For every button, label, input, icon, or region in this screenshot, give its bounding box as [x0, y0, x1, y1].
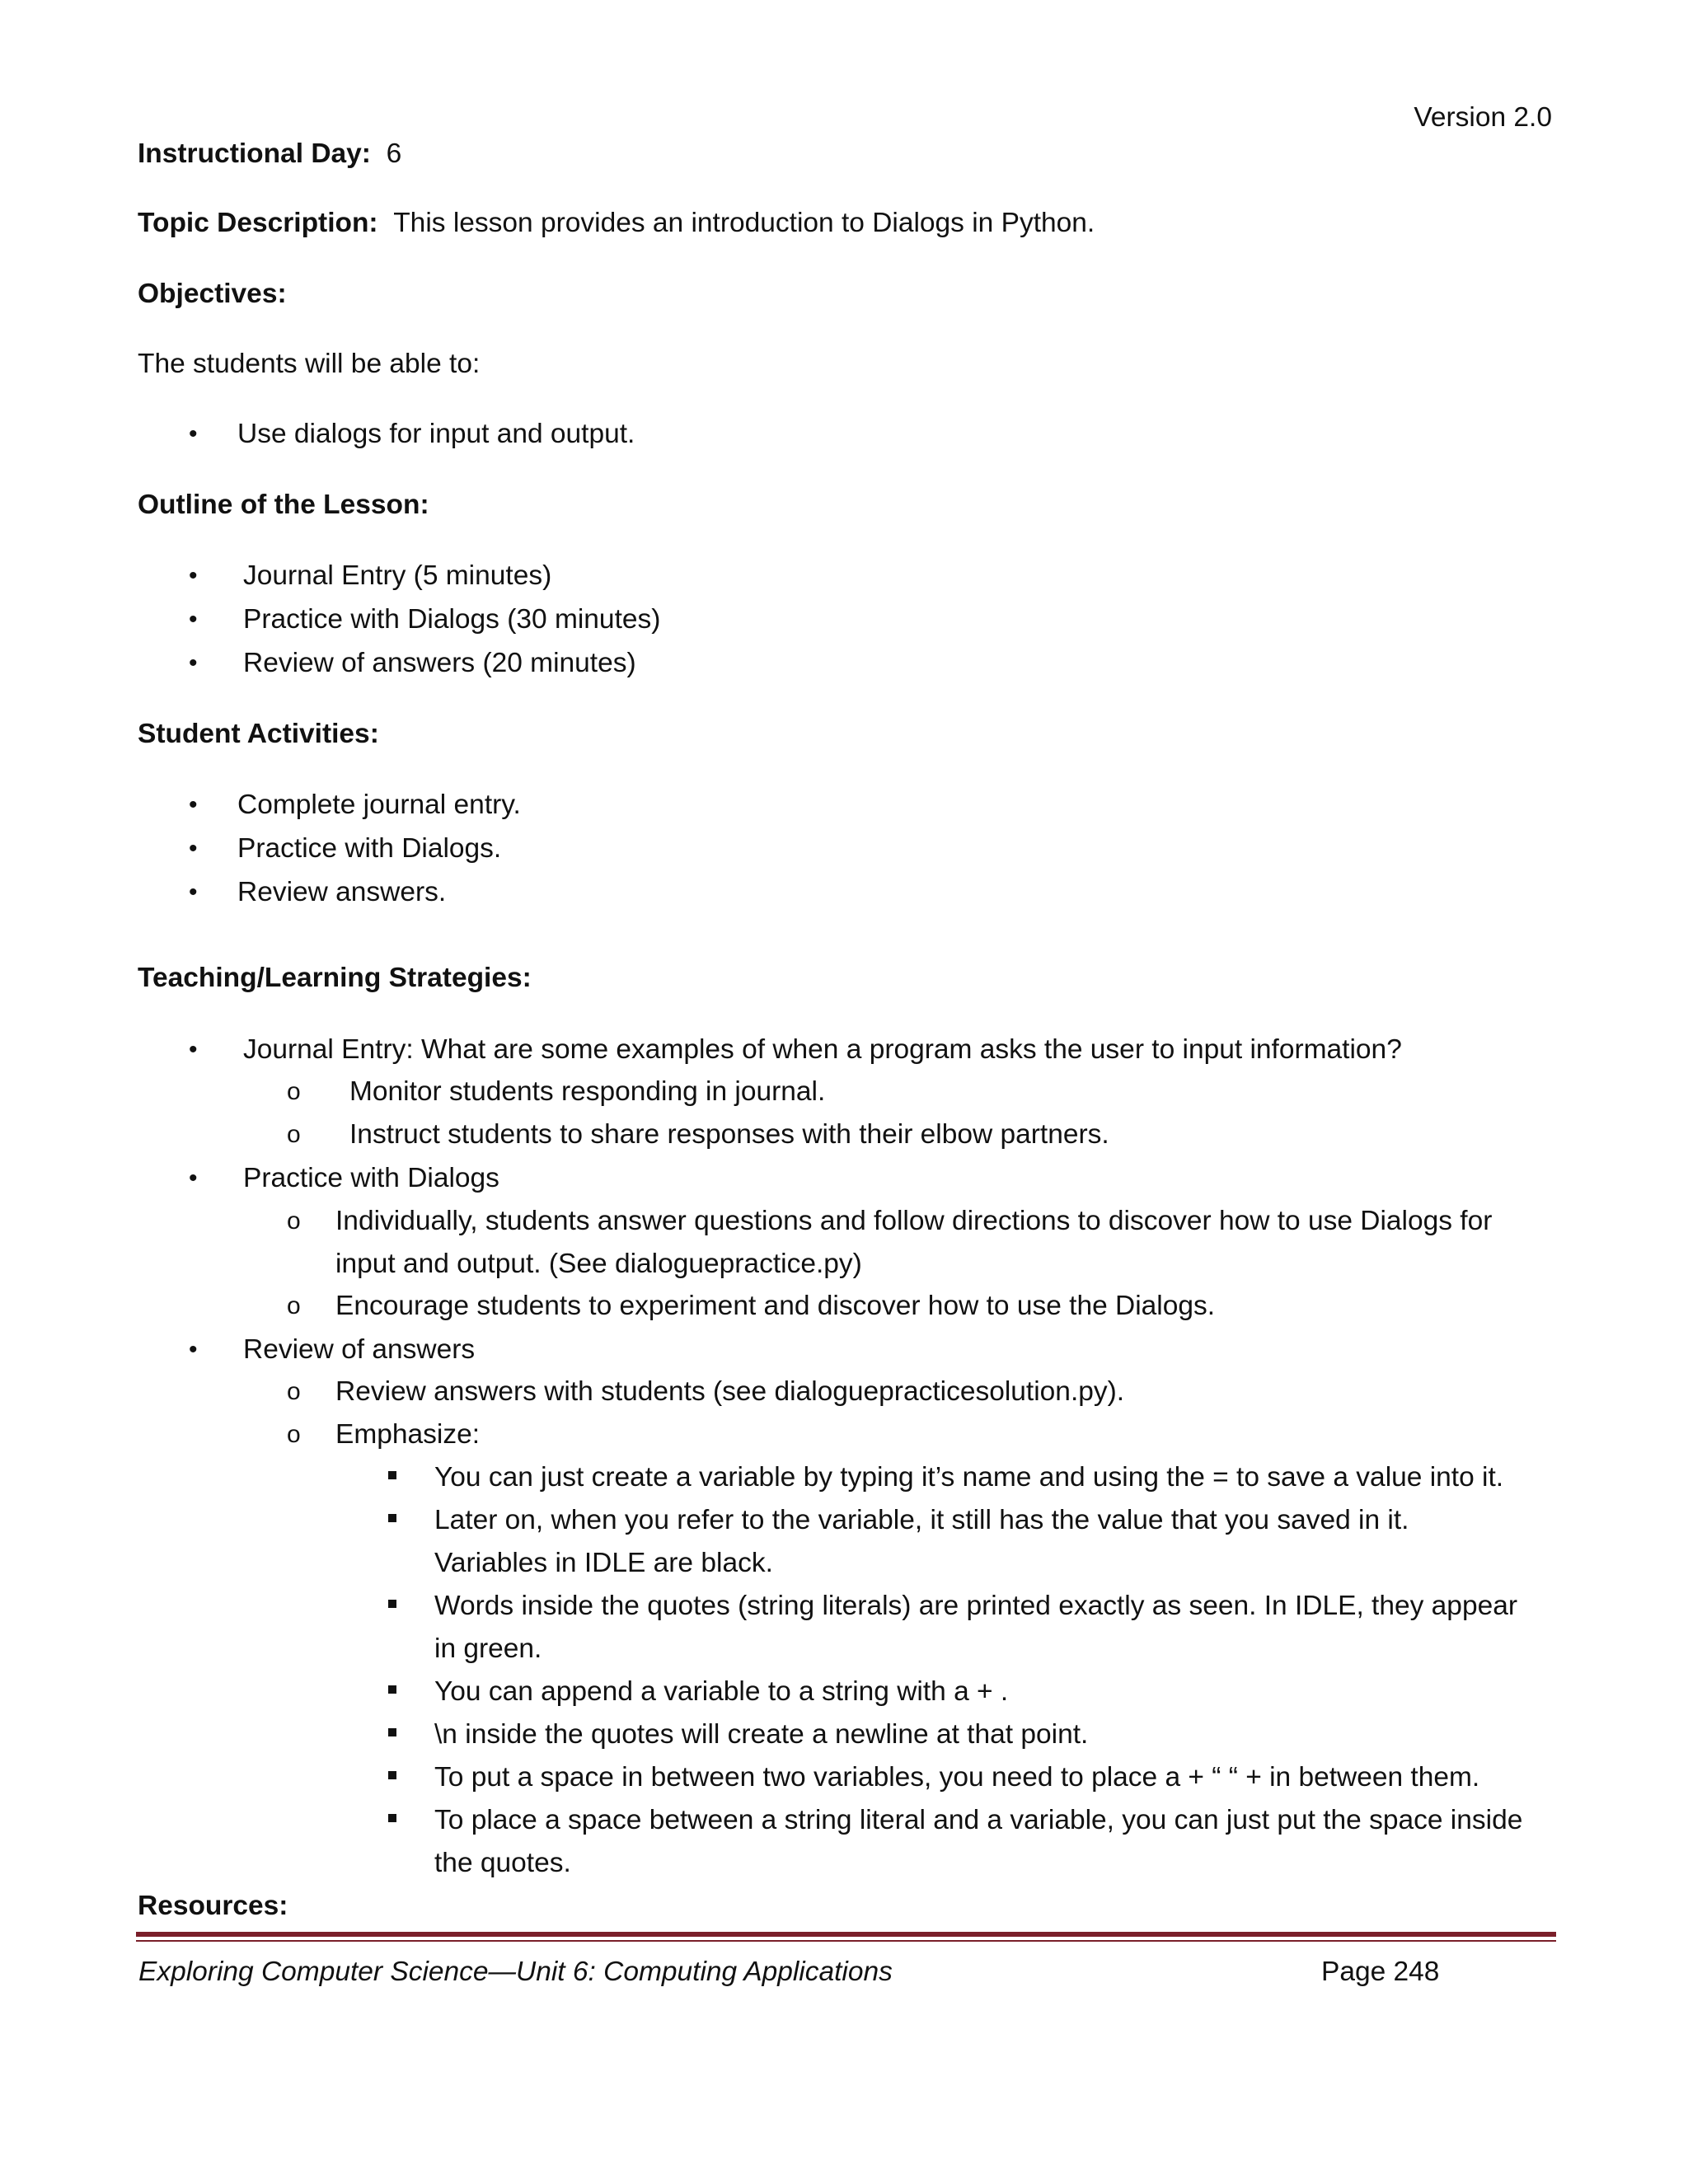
bullet-icon: • — [189, 1036, 198, 1063]
topic-label: Topic Description: — [138, 208, 378, 238]
objective-item: Use dialogs for input and output. — [237, 419, 635, 449]
bullet-icon: • — [189, 835, 198, 862]
instructional-day — [138, 137, 401, 171]
emphasis-point-cont: the quotes. — [434, 1848, 571, 1878]
strategy-practice-sub: Encourage students to experiment and discover how to use the Dialogs. — [335, 1291, 1216, 1321]
outline-heading: Outline of the Lesson: — [138, 490, 429, 520]
circle-bullet-icon: o — [287, 1421, 301, 1448]
circle-bullet-icon: o — [287, 1207, 301, 1235]
circle-bullet-icon: o — [287, 1292, 301, 1319]
square-bullet-icon — [388, 1514, 396, 1522]
strategy-journal-sub: Monitor students responding in journal. — [349, 1076, 826, 1107]
emphasis-point: To put a space in between two variables, you need to place a + “ “ + in between them. — [434, 1762, 1480, 1793]
emphasis-point: You can just create a variable by typing it’s name and using the = to save a value into it. — [434, 1462, 1504, 1493]
strategy-journal: Journal Entry: What are some examples of when a program asks the user to input information? — [243, 1034, 1402, 1065]
objectives-heading: Objectives: — [138, 279, 287, 309]
outline-item: Journal Entry (5 minutes) — [243, 560, 552, 591]
bullet-icon: • — [189, 879, 198, 906]
instructional-day-label: Instructional Day: — [138, 138, 371, 169]
emphasis-point-cont: Variables in IDLE are black. — [434, 1548, 773, 1578]
bullet-icon: • — [189, 606, 198, 633]
emphasis-point: You can append a variable to a string with a + . — [434, 1676, 1009, 1707]
bullet-icon: • — [189, 1336, 198, 1363]
bullet-icon: • — [189, 420, 198, 448]
circle-bullet-icon: o — [287, 1121, 301, 1148]
bullet-icon: • — [189, 791, 198, 818]
emphasis-point: \n inside the quotes will create a newline at that point. — [434, 1719, 1089, 1750]
circle-bullet-icon: o — [287, 1378, 301, 1405]
topic-description — [138, 206, 1095, 241]
square-bullet-icon — [388, 1600, 396, 1608]
resources-heading: Resources: — [138, 1891, 288, 1921]
emphasis-point: To place a space between a string literal and a variable, you can just put the space inside — [434, 1805, 1523, 1835]
activity-item: Review answers. — [237, 877, 447, 907]
activities-heading: Student Activities: — [138, 719, 379, 749]
instructional-day-value: 6 — [386, 138, 402, 169]
strategy-practice-sub-cont: input and output. (See dialoguepractice.py) — [335, 1249, 862, 1279]
topic-value: This lesson provides an introduction to Dialogs in Python. — [393, 208, 1095, 238]
square-bullet-icon — [388, 1771, 396, 1779]
strategy-practice: Practice with Dialogs — [243, 1163, 499, 1193]
version-label: Version 2.0 — [1414, 102, 1552, 133]
strategy-practice-sub: Individually, students answer questions and follow directions to discover how to use Dialogs for — [335, 1206, 1493, 1236]
square-bullet-icon — [388, 1728, 396, 1736]
bullet-icon: • — [189, 649, 198, 677]
outline-item: Review of answers (20 minutes) — [243, 648, 636, 678]
activity-item: Complete journal entry. — [237, 790, 521, 820]
strategy-journal-sub: Instruct students to share responses with their elbow partners. — [349, 1119, 1109, 1150]
square-bullet-icon — [388, 1685, 396, 1694]
footer-rule-thin — [136, 1940, 1556, 1942]
circle-bullet-icon: o — [287, 1078, 301, 1105]
outline-item: Practice with Dialogs (30 minutes) — [243, 604, 661, 635]
emphasis-point: Later on, when you refer to the variable, it still has the value that you saved in it. — [434, 1505, 1409, 1535]
footer-rule-thick — [136, 1932, 1556, 1937]
strategies-heading: Teaching/Learning Strategies: — [138, 963, 532, 993]
square-bullet-icon — [388, 1814, 396, 1822]
activity-item: Practice with Dialogs. — [237, 833, 502, 864]
strategy-review: Review of answers — [243, 1334, 476, 1365]
emphasis-point-cont: in green. — [434, 1633, 542, 1664]
strategy-review-sub: Review answers with students (see dialoguepracticesolution.py). — [335, 1376, 1125, 1407]
emphasis-point: Words inside the quotes (string literals) are printed exactly as seen. In IDLE, they appear — [434, 1591, 1517, 1621]
bullet-icon: • — [189, 1165, 198, 1192]
strategy-review-sub: Emphasize: — [335, 1419, 481, 1450]
objectives-intro: The students will be able to: — [138, 349, 481, 379]
footer-page-number: Page 248 — [1321, 1957, 1440, 1987]
square-bullet-icon — [388, 1471, 396, 1479]
footer-course-title: Exploring Computer Science—Unit 6: Computing Applications — [138, 1957, 893, 1987]
bullet-icon: • — [189, 562, 198, 589]
